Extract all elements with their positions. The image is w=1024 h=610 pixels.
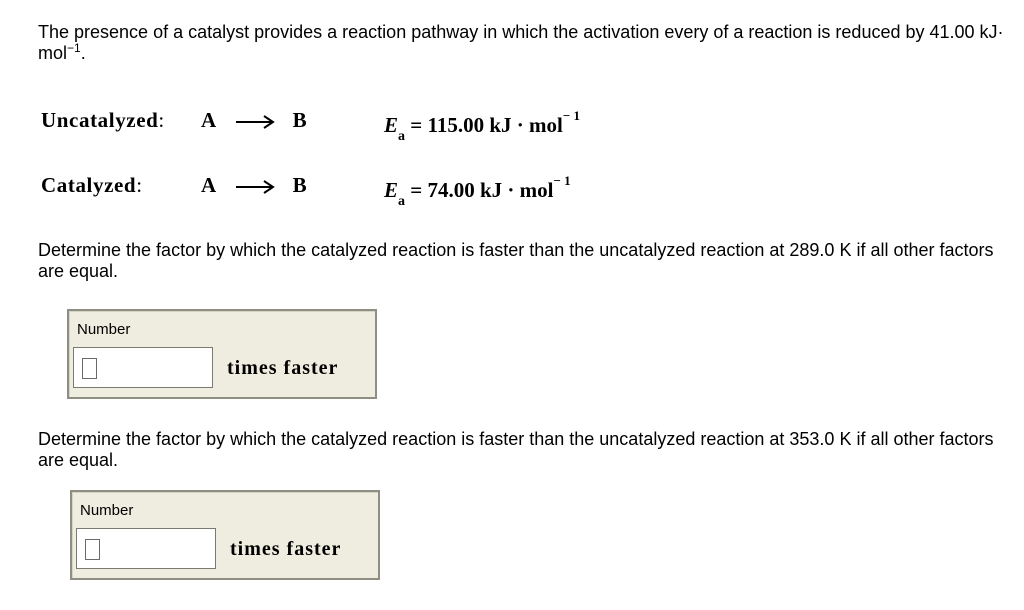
catalyzed-colon: : [136,173,143,197]
answer-input-1[interactable] [73,347,213,388]
ea-symbol: E [384,113,399,137]
answer-box-2 [70,490,380,580]
uncatalyzed-label: Uncatalyzed [41,108,159,132]
ea-value: = 74.00 kJ · mol [410,178,554,202]
ea-value: = 115.00 kJ · mol [410,113,563,137]
uncatalyzed-equation [201,108,307,133]
uncatalyzed-activation-energy [384,108,580,145]
reaction-arrow-icon [235,180,275,194]
catalyzed-product: B [292,173,307,197]
unit-label: times faster [230,538,342,560]
question-1-text: Determine the factor by which the catalyzed reaction is faster than the uncatalyzed reaction at 289.0 K if all other factors are equal. [38,240,994,281]
ea-exponent: − 1 [562,108,581,123]
catalyzed-reaction [41,173,142,198]
ea-subscript: a [398,129,406,144]
catalyzed-label: Catalyzed [41,173,137,197]
ea-exponent: − 1 [553,173,571,188]
uncatalyzed-reaction [41,108,164,133]
answer-input-2[interactable] [76,528,216,569]
intro-text: The presence of a catalyst provides a reaction pathway in which the activation every of a reaction is reduced by 41.00 kJ· mol [38,22,1004,63]
unit-label: times faster [227,357,339,379]
number-label: Number [77,321,131,338]
reaction-arrow-icon [235,115,275,129]
number-label: Number [80,502,134,519]
intro-paragraph [38,22,1008,64]
catalyzed-reactant: A [201,173,217,197]
uncatalyzed-colon: : [158,108,165,132]
ea-subscript: a [398,194,406,209]
uncatalyzed-reactant: A [201,108,217,132]
intro-period: . [80,43,86,63]
uncatalyzed-product: B [292,108,307,132]
intro-exponent: −1 [67,41,81,55]
catalyzed-activation-energy [384,173,571,210]
ea-symbol: E [384,178,399,202]
question-2-text: Determine the factor by which the catalyzed reaction is faster than the uncatalyzed reaction at 353.0 K if all other factors are equal. [38,429,994,470]
answer-box-1 [67,309,377,399]
catalyzed-equation [201,173,307,198]
